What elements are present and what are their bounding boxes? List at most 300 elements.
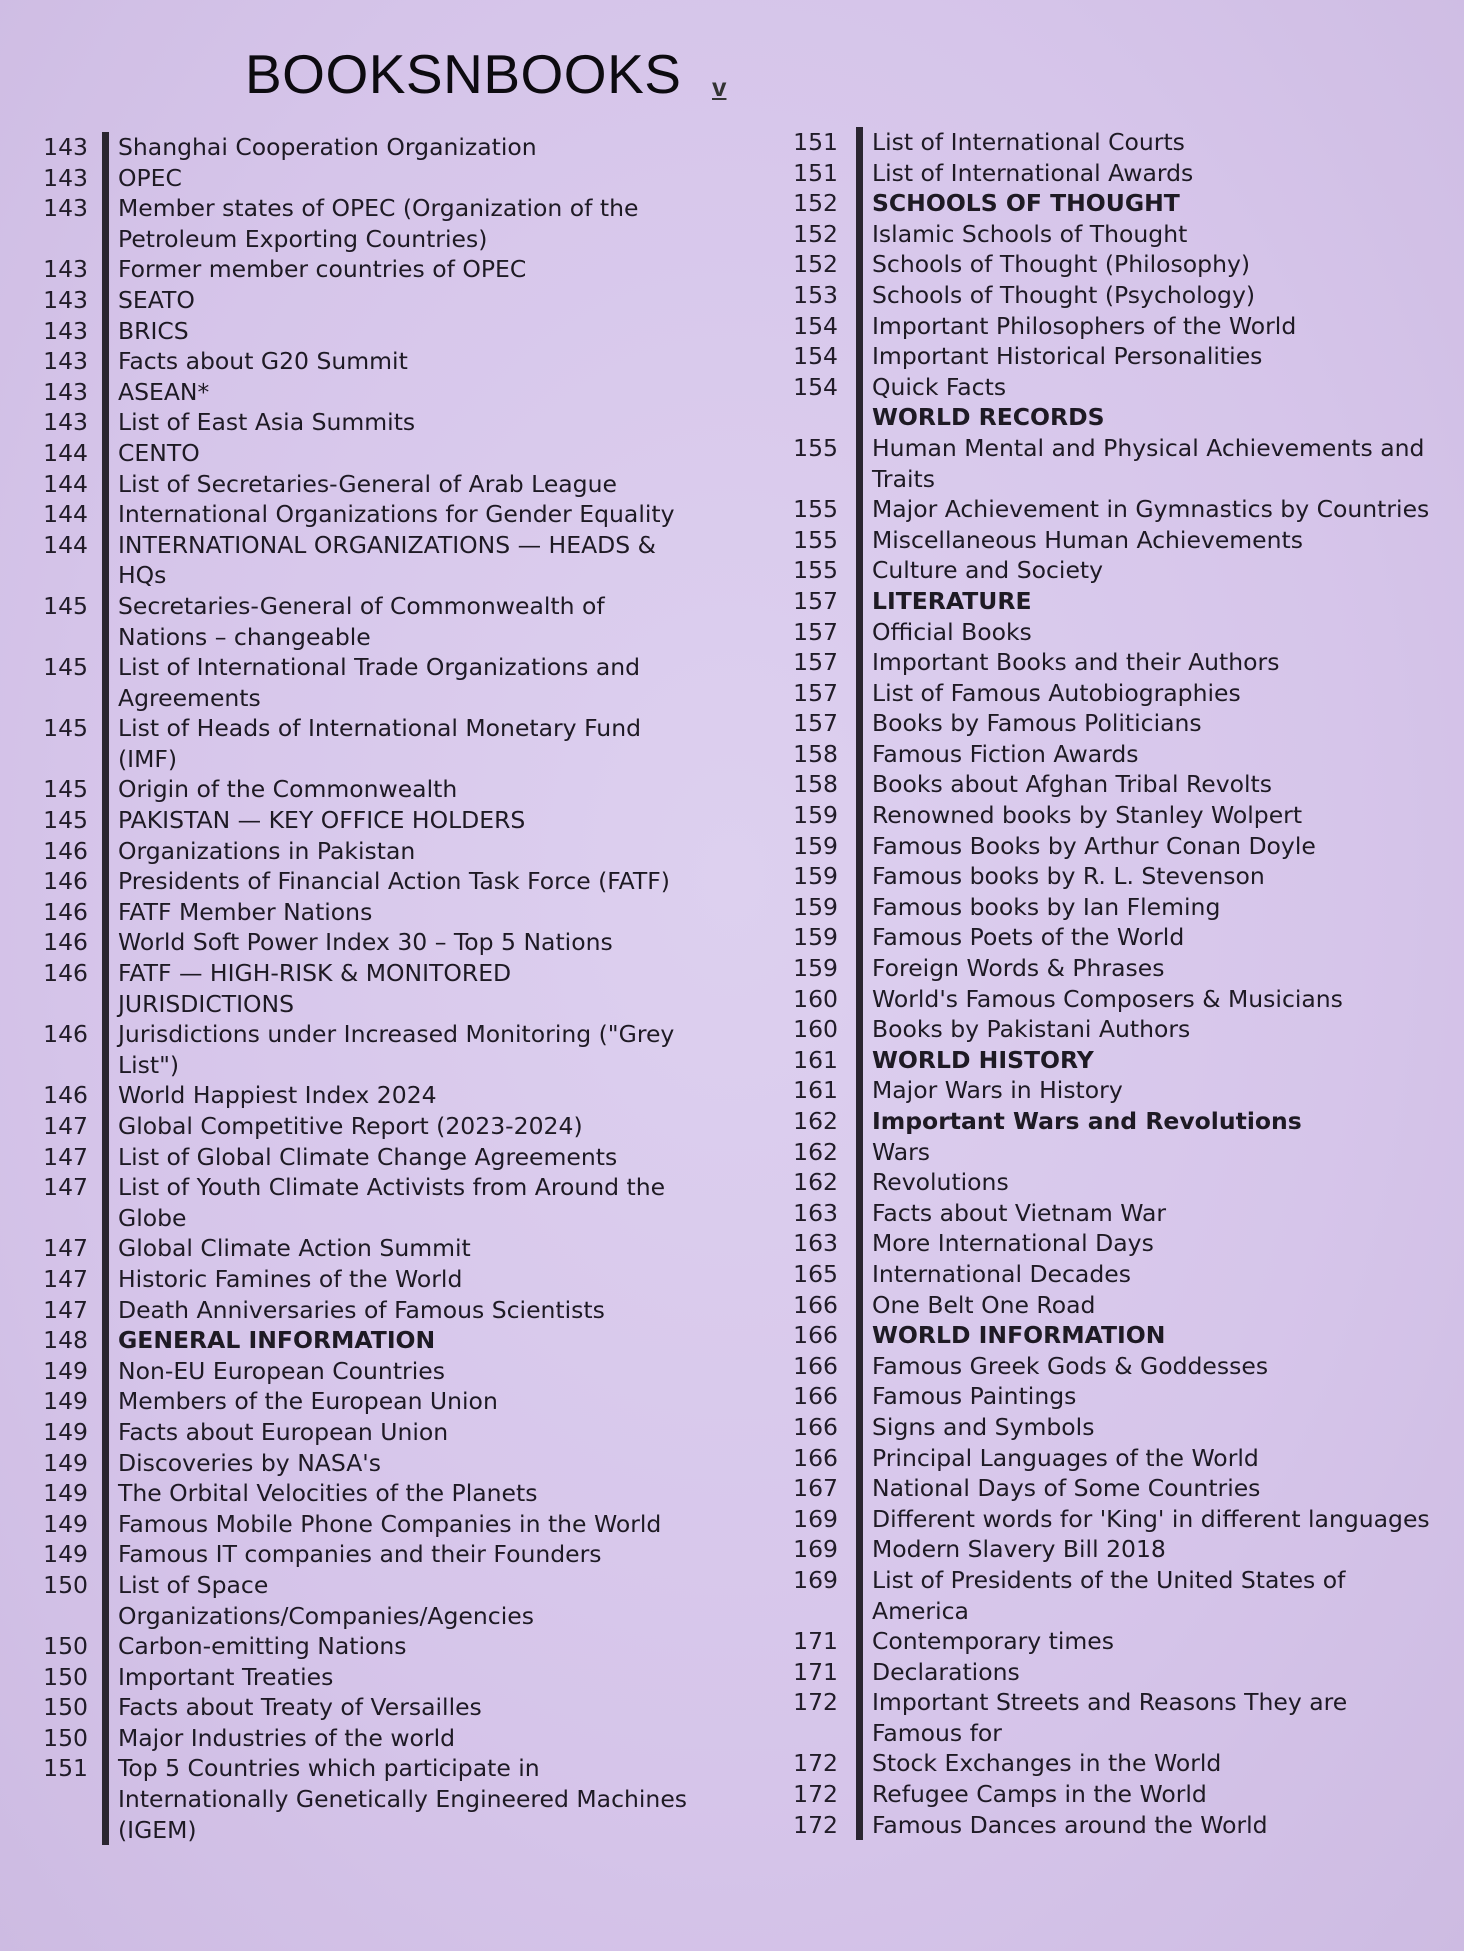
toc-entry-title: List of Secretaries-General of Arab League: [118, 469, 617, 498]
toc-entry-title: Important Wars and Revolutions: [872, 1107, 1302, 1135]
toc-entry: [34, 1356, 694, 1387]
toc-entry: [778, 249, 1448, 280]
toc-page-number: 158: [793, 739, 838, 768]
toc-page-number: 146: [43, 1020, 88, 1049]
toc-entry-title: WORLD HISTORY: [872, 1045, 1094, 1074]
toc-entry: [34, 1631, 694, 1662]
toc-entry-list: [34, 132, 694, 1845]
toc-page-number: 160: [793, 984, 838, 1013]
toc-page-number: 147: [43, 1295, 88, 1324]
toc-section-heading: [778, 188, 1448, 219]
toc-page-number: 147: [43, 1173, 88, 1202]
toc-entry: [778, 1259, 1448, 1290]
toc-entry-title: WORLD INFORMATION: [872, 1321, 1166, 1350]
toc-page-number: 158: [793, 770, 838, 799]
toc-entry-title: World Happiest Index 2024: [118, 1081, 437, 1110]
toc-page-number: 159: [793, 831, 838, 860]
toc-page-number: 172: [793, 1810, 838, 1839]
toc-entry-title: Important Treaties: [118, 1662, 334, 1691]
toc-entry-title: Major Wars in History: [872, 1076, 1123, 1105]
toc-page-number: 162: [793, 1107, 838, 1135]
toc-entry: [34, 1233, 694, 1264]
toc-section-heading: [778, 1106, 1448, 1137]
toc-entry-title: Culture and Society: [872, 556, 1104, 585]
toc-entry-title: Member states of OPEC (Organization of the Petroleum Exporting Countries): [118, 194, 639, 253]
toc-entry-title: List of International Awards: [872, 158, 1194, 187]
toc-entry-title: Members of the European Union: [118, 1387, 498, 1416]
toc-entry: [778, 280, 1448, 311]
toc-page-number: 144: [43, 500, 88, 529]
toc-entry-title: BRICS: [118, 316, 189, 345]
toc-entry-title: National Days of Some Countries: [872, 1474, 1261, 1503]
toc-page-number: 159: [793, 892, 838, 921]
toc-entry: [778, 984, 1448, 1015]
toc-entry-title: Declarations: [872, 1657, 1020, 1686]
toc-page-number: 149: [43, 1479, 88, 1508]
toc-page-number: 147: [43, 1142, 88, 1171]
toc-section-heading: [778, 586, 1448, 617]
toc-entry-title: Jurisdictions under Increased Monitoring ("Grey List"): [118, 1020, 675, 1079]
toc-entry: [34, 1019, 694, 1080]
toc-page-number: 157: [793, 617, 838, 646]
toc-page-number: 157: [793, 586, 838, 615]
toc-entry-title: Islamic Schools of Thought: [872, 219, 1188, 248]
toc-page-number: 159: [793, 923, 838, 952]
toc-entry: [778, 1167, 1448, 1198]
toc-entry: [34, 254, 694, 285]
toc-entry: [778, 555, 1448, 586]
toc-entry: [34, 591, 694, 652]
toc-entry: [778, 647, 1448, 678]
toc-page-number: 159: [793, 801, 838, 830]
toc-entry-title: Modern Slavery Bill 2018: [872, 1535, 1166, 1564]
toc-page-number: 152: [793, 189, 838, 218]
toc-entry-title: Wars: [872, 1137, 931, 1166]
toc-entry-title: Schools of Thought (Psychology): [872, 280, 1256, 309]
toc-entry: [778, 1075, 1448, 1106]
toc-entry: [778, 1473, 1448, 1504]
toc-section-heading: [778, 402, 1448, 433]
toc-entry-title: Miscellaneous Human Achievements: [872, 525, 1303, 554]
toc-page-number: 154: [793, 342, 838, 371]
toc-entry: [778, 127, 1448, 158]
toc-entry: [34, 1264, 694, 1295]
toc-entry: [778, 1443, 1448, 1474]
toc-page-number: 149: [43, 1448, 88, 1477]
toc-entry: [778, 158, 1448, 189]
toc-entry-title: Major Achievement in Gymnastics by Countries: [872, 495, 1430, 524]
toc-entry-title: LITERATURE: [872, 586, 1032, 615]
toc-entry: [34, 897, 694, 928]
toc-page-number: 166: [793, 1290, 838, 1319]
toc-entry-title: Facts about Treaty of Versailles: [118, 1693, 482, 1722]
toc-entry-title: Top 5 Countries which participate in Internationally Genetically Engineered Machines (IGEM): [118, 1754, 688, 1844]
toc-entry-title: Different words for 'King' in different languages: [872, 1504, 1430, 1533]
toc-entry: [34, 958, 694, 1019]
toc-entry-title: Carbon-emitting Nations: [118, 1632, 407, 1661]
toc-entry-title: International Decades: [872, 1259, 1131, 1288]
toc-page-number: 155: [793, 556, 838, 585]
toc-entry: [778, 769, 1448, 800]
toc-entry-title: World's Famous Composers & Musicians: [872, 984, 1343, 1013]
toc-page-number: [778, 402, 872, 433]
toc-entry: [778, 739, 1448, 770]
toc-entry: [778, 1290, 1448, 1321]
toc-entry-title: Facts about European Union: [118, 1417, 449, 1446]
toc-page-number: 169: [793, 1535, 838, 1564]
toc-page-number: 155: [793, 433, 838, 462]
toc-entry: [34, 1662, 694, 1693]
toc-entry-title: SCHOOLS OF THOUGHT: [872, 189, 1180, 218]
toc-section-heading: [34, 1325, 694, 1356]
toc-entry: [778, 1412, 1448, 1443]
toc-page-number: 162: [793, 1137, 838, 1166]
toc-entry: [34, 316, 694, 347]
toc-entry-title: List of Presidents of the United States of America: [872, 1565, 1346, 1625]
toc-page-number: 162: [793, 1168, 838, 1197]
toc-entry: [34, 1142, 694, 1173]
toc-entry-title: Global Climate Action Summit: [118, 1234, 471, 1263]
toc-page-number: 171: [793, 1657, 838, 1686]
toc-entry-title: List of Global Climate Change Agreements: [118, 1142, 618, 1171]
toc-entry-title: World Soft Power Index 30 – Top 5 Nations: [118, 928, 613, 957]
toc-page-number: 151: [43, 1754, 88, 1783]
toc-page-number: 148: [43, 1326, 88, 1355]
toc-entry-title: Contemporary times: [872, 1627, 1114, 1656]
toc-page-number: 150: [43, 1723, 88, 1752]
toc-entry-title: Presidents of Financial Action Task Force (FATF): [118, 867, 670, 896]
toc-entry: [34, 1417, 694, 1448]
toc-entry: [34, 285, 694, 316]
toc-entry: [778, 372, 1448, 403]
toc-entry-title: The Orbital Velocities of the Planets: [118, 1479, 538, 1508]
toc-entry: [778, 1351, 1448, 1382]
toc-entry: [778, 1014, 1448, 1045]
toc-entry: [778, 1381, 1448, 1412]
toc-entry: [34, 499, 694, 530]
toc-page-number: 152: [793, 219, 838, 248]
toc-page-number: 151: [793, 158, 838, 187]
toc-entry-title: PAKISTAN — KEY OFFICE HOLDERS: [118, 806, 526, 835]
toc-entry-title: GENERAL INFORMATION: [118, 1326, 436, 1355]
toc-entry: [34, 927, 694, 958]
toc-entry-title: Refugee Camps in the World: [872, 1780, 1207, 1809]
toc-entry-title: Famous Greek Gods & Goddesses: [872, 1351, 1269, 1380]
toc-page-number: 145: [43, 591, 88, 620]
toc-entry: [778, 1565, 1448, 1626]
toc-entry-title: Facts about G20 Summit: [118, 347, 408, 376]
toc-entry: [34, 713, 694, 774]
toc-page-number: 145: [43, 775, 88, 804]
toc-page-number: 166: [793, 1321, 838, 1350]
toc-entry-title: FATF — HIGH-RISK & MONITORED JURISDICTIONS: [118, 959, 512, 1018]
toc-page-number: 146: [43, 928, 88, 957]
toc-entry: [34, 1539, 694, 1570]
toc-entry: [34, 1386, 694, 1417]
toc-entry: [34, 377, 694, 408]
toc-entry-title: Origin of the Commonwealth: [118, 775, 458, 804]
toc-entry-title: Shanghai Cooperation Organization: [118, 133, 537, 161]
page-title: BOOKSNBOOKS: [245, 43, 682, 105]
toc-page-number: 143: [43, 408, 88, 437]
toc-page-number: 149: [43, 1387, 88, 1416]
toc-entry-title: List of Famous Autobiographies: [872, 678, 1241, 707]
toc-entry: [34, 1111, 694, 1142]
toc-entry: [778, 311, 1448, 342]
toc-entry: [778, 617, 1448, 648]
page-number-mark: v: [712, 72, 727, 102]
toc-entry: [778, 1810, 1448, 1841]
toc-entry: [34, 836, 694, 867]
toc-page-number: 157: [793, 648, 838, 677]
toc-entry: [778, 708, 1448, 739]
toc-page-number: 146: [43, 836, 88, 865]
toc-section-heading: [778, 1320, 1448, 1351]
toc-page-number: 159: [793, 954, 838, 983]
toc-entry: [34, 438, 694, 469]
toc-page-number: 144: [43, 438, 88, 467]
toc-page-number: 155: [793, 525, 838, 554]
toc-entry: [34, 163, 694, 194]
toc-entry: [778, 219, 1448, 250]
toc-page-number: 154: [793, 372, 838, 401]
toc-page-number: 147: [43, 1234, 88, 1263]
toc-page-number: 149: [43, 1417, 88, 1446]
toc-entry: [34, 1692, 694, 1723]
toc-entry-title: SEATO: [118, 285, 195, 314]
toc-entry: [778, 1748, 1448, 1779]
toc-entry-title: Foreign Words & Phrases: [872, 954, 1165, 983]
toc-entry-title: Global Competitive Report (2023-2024): [118, 1112, 583, 1140]
toc-page-number: 165: [793, 1259, 838, 1288]
toc-entry: [778, 922, 1448, 953]
toc-entry: [778, 861, 1448, 892]
toc-entry: [778, 1687, 1448, 1748]
toc-page-number: 143: [43, 347, 88, 376]
toc-entry-title: WORLD RECORDS: [872, 403, 1105, 432]
toc-page-number: 163: [793, 1198, 838, 1227]
toc-entry-title: Major Industries of the world: [118, 1723, 456, 1752]
toc-page-number: 155: [793, 495, 838, 524]
toc-page-number: 172: [793, 1688, 838, 1717]
toc-entry-title: Famous books by R. L. Stevenson: [872, 862, 1265, 891]
toc-entry-title: One Belt One Road: [872, 1290, 1096, 1319]
toc-entry: [34, 1509, 694, 1540]
toc-entry-title: List of Youth Climate Activists from Around the Globe: [118, 1173, 666, 1232]
toc-entry: [778, 494, 1448, 525]
toc-entry-title: ASEAN*: [118, 377, 210, 406]
toc-page-number: 166: [793, 1412, 838, 1441]
toc-entry-title: Death Anniversaries of Famous Scientists: [118, 1295, 605, 1324]
toc-entry-title: Renowned books by Stanley Wolpert: [872, 801, 1303, 830]
toc-entry: [778, 341, 1448, 372]
toc-page-number: 143: [43, 316, 88, 345]
toc-entry-title: Signs and Symbols: [872, 1412, 1095, 1441]
toc-page-number: 146: [43, 959, 88, 988]
toc-page-number: 147: [43, 1112, 88, 1140]
toc-entry-title: Famous Mobile Phone Companies in the World: [118, 1509, 662, 1538]
toc-entry-title: CENTO: [118, 438, 200, 467]
toc-entry: [34, 866, 694, 897]
toc-page-number: 149: [43, 1356, 88, 1385]
toc-page-number: 159: [793, 862, 838, 891]
toc-page-number: 157: [793, 709, 838, 738]
toc-page-number: 143: [43, 163, 88, 192]
toc-entry: [778, 1534, 1448, 1565]
toc-entry-title: Books by Pakistani Authors: [872, 1015, 1191, 1044]
toc-entry-title: List of Heads of International Monetary Fund (IMF): [118, 714, 642, 773]
toc-entry: [34, 132, 694, 163]
toc-entry-title: Discoveries by NASA's: [118, 1448, 381, 1477]
toc-entry-title: Facts about Vietnam War: [872, 1198, 1167, 1227]
toc-entry-title: Important Historical Personalities: [872, 342, 1263, 371]
toc-page-number: 150: [43, 1693, 88, 1722]
toc-page-number: 146: [43, 867, 88, 896]
toc-entry-title: Famous IT companies and their Founders: [118, 1540, 602, 1569]
toc-entry-title: Former member countries of OPEC: [118, 255, 527, 284]
toc-entry-title: Stock Exchanges in the World: [872, 1749, 1222, 1778]
toc-entry: [778, 1626, 1448, 1657]
toc-entry-title: Books about Afghan Tribal Revolts: [872, 770, 1272, 799]
toc-page-number: 169: [793, 1565, 838, 1594]
toc-entry: [34, 1080, 694, 1111]
toc-entry: [778, 1198, 1448, 1229]
toc-entry-title: Famous Fiction Awards: [872, 739, 1139, 768]
toc-entry-title: Famous Poets of the World: [872, 923, 1185, 952]
toc-entry: [778, 1657, 1448, 1688]
toc-entry-title: List of East Asia Summits: [118, 408, 416, 437]
toc-page-number: 172: [793, 1749, 838, 1778]
toc-entry-title: Schools of Thought (Philosophy): [872, 250, 1251, 279]
toc-page-number: 151: [793, 128, 838, 156]
toc-entry-title: Secretaries-General of Commonwealth of Nations – changeable: [118, 591, 605, 651]
toc-entry-title: INTERNATIONAL ORGANIZATIONS — HEADS & HQs: [118, 530, 656, 590]
toc-entry: [34, 805, 694, 836]
toc-entry-title: Famous Paintings: [872, 1382, 1077, 1411]
toc-page-number: 152: [793, 250, 838, 279]
toc-page-number: 150: [43, 1570, 88, 1599]
toc-entry-title: Principal Languages of the World: [872, 1443, 1259, 1472]
toc-page-number: 143: [43, 194, 88, 223]
toc-page-number: 161: [793, 1076, 838, 1105]
toc-page-number: 169: [793, 1504, 838, 1533]
toc-entry: [34, 1753, 694, 1845]
toc-entry: [778, 1504, 1448, 1535]
toc-entry: [778, 1228, 1448, 1259]
toc-entry-title: International Organizations for Gender Equality: [118, 500, 675, 529]
toc-entry: [778, 892, 1448, 923]
toc-page-number: 145: [43, 653, 88, 682]
toc-entry: [34, 1723, 694, 1754]
toc-page-number: 150: [43, 1662, 88, 1691]
toc-entry: [778, 678, 1448, 709]
toc-entry-list: [778, 127, 1448, 1840]
toc-page-number: 166: [793, 1382, 838, 1411]
toc-page-number: 149: [43, 1509, 88, 1538]
toc-entry: [34, 1478, 694, 1509]
toc-entry-title: Famous books by Ian Fleming: [872, 892, 1221, 921]
toc-entry-title: Books by Famous Politicians: [872, 709, 1202, 738]
toc-entry-title: FATF Member Nations: [118, 897, 373, 926]
toc-entry-title: Famous Dances around the World: [872, 1810, 1268, 1839]
toc-page-number: 167: [793, 1474, 838, 1503]
toc-page-number: 149: [43, 1540, 88, 1569]
toc-page-number: 166: [793, 1351, 838, 1380]
toc-entry-title: Revolutions: [872, 1168, 1009, 1197]
toc-entry-title: Quick Facts: [872, 372, 1007, 401]
toc-page-number: 147: [43, 1264, 88, 1293]
toc-entry: [34, 1295, 694, 1326]
toc-entry: [34, 652, 694, 713]
toc-entry: [34, 774, 694, 805]
toc-page-number: 145: [43, 714, 88, 743]
toc-page-number: 143: [43, 285, 88, 314]
toc-page-number: 157: [793, 678, 838, 707]
toc-entry-title: Historic Famines of the World: [118, 1264, 463, 1293]
toc-entry-title: OPEC: [118, 163, 182, 192]
toc-entry: [778, 800, 1448, 831]
toc-page-number: 171: [793, 1627, 838, 1656]
toc-entry: [34, 469, 694, 500]
toc-entry: [778, 433, 1448, 494]
toc-page-number: 143: [43, 377, 88, 406]
toc-entry-title: More International Days: [872, 1229, 1154, 1258]
toc-page-number: 153: [793, 280, 838, 309]
toc-page-number: 146: [43, 1081, 88, 1110]
toc-entry: [778, 1137, 1448, 1168]
toc-page-number: 172: [793, 1780, 838, 1809]
toc-page-number: 160: [793, 1015, 838, 1044]
toc-entry-title: List of International Trade Organizations and Agreements: [118, 653, 641, 712]
toc-entry: [34, 1448, 694, 1479]
toc-entry-title: Important Streets and Reasons They are Famous for: [872, 1688, 1348, 1747]
toc-page-number: 166: [793, 1443, 838, 1472]
toc-page-number: 150: [43, 1632, 88, 1661]
toc-page-number: 143: [43, 133, 88, 161]
toc-entry-title: Official Books: [872, 617, 1032, 646]
toc-page-number: 144: [43, 530, 88, 559]
toc-entry: [778, 831, 1448, 862]
toc-entry: [778, 953, 1448, 984]
toc-column-left: [34, 132, 694, 1845]
toc-page-number: 144: [43, 469, 88, 498]
toc-entry-title: Important Philosophers of the World: [872, 311, 1297, 340]
toc-page-number: 146: [43, 897, 88, 926]
toc-entry: [34, 193, 694, 254]
toc-entry: [34, 407, 694, 438]
toc-entry: [34, 530, 694, 591]
toc-entry-title: Famous Books by Arthur Conan Doyle: [872, 831, 1316, 860]
toc-entry: [34, 1172, 694, 1233]
toc-entry-title: Human Mental and Physical Achievements and Traits: [872, 433, 1425, 493]
toc-entry-title: List of International Courts: [872, 128, 1185, 156]
toc-column-right: [778, 127, 1448, 1840]
toc-page-number: 145: [43, 806, 88, 835]
toc-entry: [778, 1779, 1448, 1810]
toc-page-number: 143: [43, 255, 88, 284]
toc-entry: [34, 346, 694, 377]
toc-page-number: 154: [793, 311, 838, 340]
toc-entry-title: Organizations in Pakistan: [118, 836, 416, 865]
toc-page-number: 161: [793, 1045, 838, 1074]
toc-section-heading: [778, 1045, 1448, 1076]
toc-entry: [34, 1570, 694, 1631]
toc-entry-title: Important Books and their Authors: [872, 648, 1280, 677]
toc-entry-title: List of Space Organizations/Companies/Agencies: [118, 1570, 534, 1630]
toc-page-number: 163: [793, 1229, 838, 1258]
toc-entry-title: Non-EU European Countries: [118, 1356, 445, 1385]
toc-entry: [778, 525, 1448, 556]
